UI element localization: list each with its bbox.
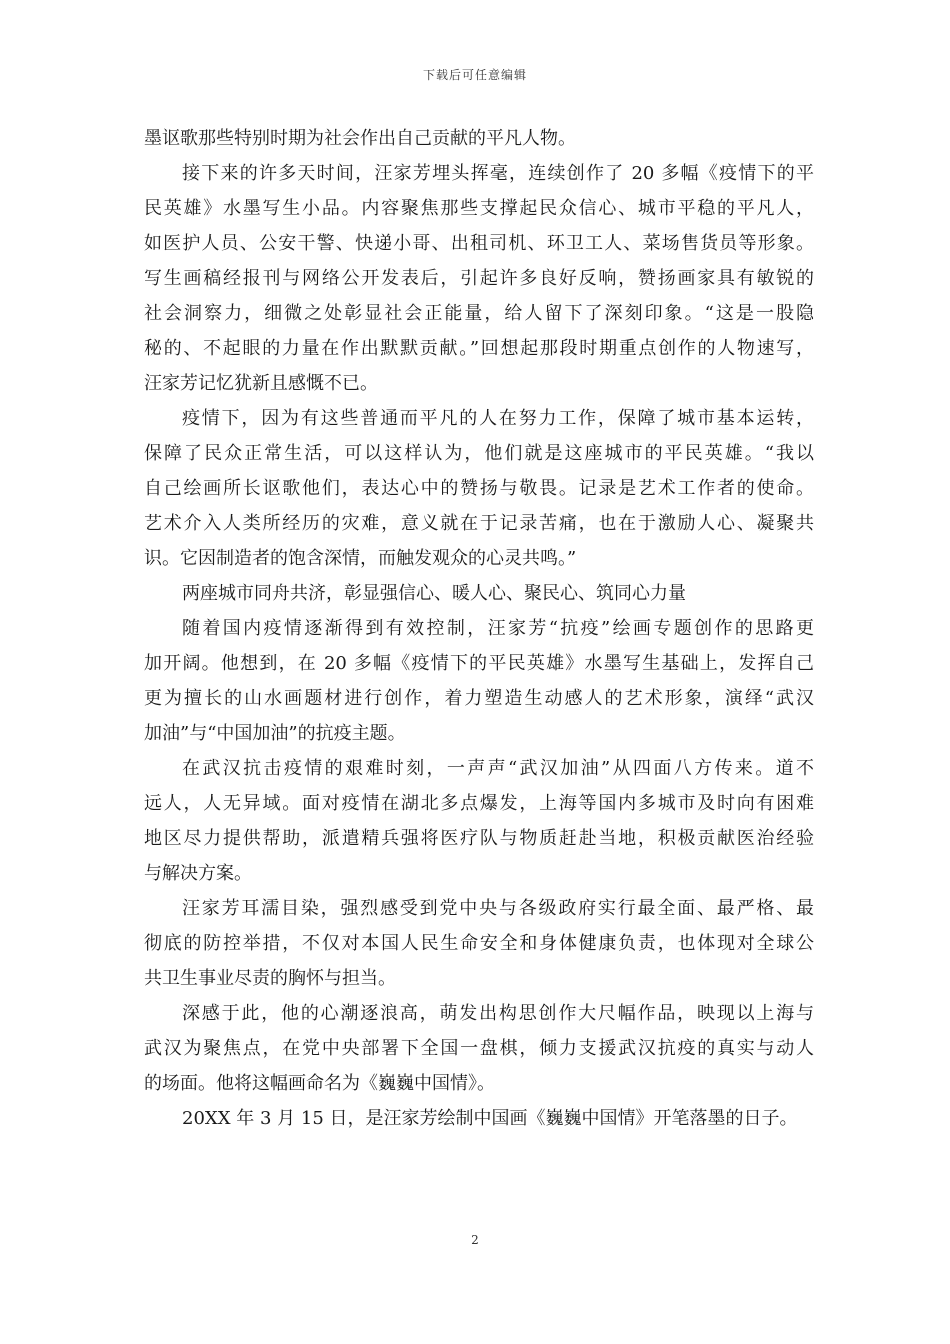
text-line: 写生画稿经报刊与网络公开发表后，引起许多良好反响，赞扬画家具有敏锐的 (144, 268, 814, 289)
page-number: 2 (471, 1233, 479, 1247)
text-line: 更为擅长的山水画题材进行创作，着力塑造生动感人的艺术形象，演绎“武汉 (144, 688, 814, 709)
text-line: 接下来的许多天时间，汪家芳埋头挥毫，连续创作了 20 多幅《疫情下的平 (182, 163, 814, 184)
text-line: 20XX 年 3 月 15 日，是汪家芳绘制中国画《巍巍中国情》开笔落墨的日子。 (182, 1108, 798, 1129)
text-line: 在武汉抗击疫情的艰难时刻，一声声“武汉加油”从四面八方传来。道不 (182, 758, 814, 779)
text-line: 秘的、不起眼的力量在作出默默贡献。”回想起那段时期重点创作的人物速写， (144, 338, 814, 359)
text-line: 艺术介入人类所经历的灾难，意义就在于记录苦痛，也在于激励人心、凝聚共 (144, 513, 814, 534)
text-line: 远人，人无异域。面对疫情在湖北多点爆发，上海等国内多城市及时向有困难 (144, 793, 814, 814)
page-header: 下载后可任意编辑 (422, 68, 527, 82)
text-line: 民英雄》水墨写生小品。内容聚焦那些支撑起民众信心、城市平稳的平凡人， (144, 198, 814, 219)
text-line: 如医护人员、公安干警、快递小哥、出租司机、环卫工人、菜场售货员等形象。 (144, 233, 814, 254)
text-line: 武汉为聚焦点，在党中央部署下全国一盘棋，倾力支援武汉抗疫的真实与动人 (144, 1038, 814, 1059)
text-line: 随着国内疫情逐渐得到有效控制，汪家芳“抗疫”绘画专题创作的思路更 (182, 618, 814, 639)
text-line: 深感于此，他的心潮逐浪高，萌发出构思创作大尺幅作品，映现以上海与 (182, 1003, 814, 1024)
text-line: 汪家芳耳濡目染，强烈感受到党中央与各级政府实行最全面、最严格、最 (182, 898, 814, 919)
text-line: 自己绘画所长讴歌他们，表达心中的赞扬与敬畏。记录是艺术工作者的使命。 (144, 478, 814, 499)
text-line: 地区尽力提供帮助，派遣精兵强将医疗队与物质赶赴当地，积极贡献医治经验 (144, 828, 814, 849)
text-line: 加开阔。他想到，在 20 多幅《疫情下的平民英雄》水墨写生基础上，发挥自己 (144, 653, 814, 674)
text-line: 保障了民众正常生活，可以这样认为，他们就是这座城市的平民英雄。“我以 (144, 443, 814, 464)
text-line: 加油”与“中国加油”的抗疫主题。 (144, 723, 406, 744)
text-line: 共卫生事业尽责的胸怀与担当。 (144, 968, 396, 989)
text-line: 的场面。他将这幅画命名为《巍巍中国情》。 (144, 1073, 495, 1094)
text-line: 两座城市同舟共济，彰显强信心、暖人心、聚民心、筑同心力量 (182, 583, 686, 604)
document-body (144, 121, 814, 1136)
text-line: 汪家芳记忆犹新且感慨不已。 (144, 373, 378, 394)
text-line: 与解决方案。 (144, 863, 252, 884)
text-line: 识。它因制造者的饱含深情，而触发观众的心灵共鸣。” (144, 548, 577, 569)
text-line: 疫情下，因为有这些普通而平凡的人在努力工作，保障了城市基本运转， (182, 408, 814, 429)
text-line: 墨讴歌那些特别时期为社会作出自己贡献的平凡人物。 (144, 128, 576, 149)
text-line: 彻底的防控举措，不仅对本国人民生命安全和身体健康负责，也体现对全球公 (144, 933, 814, 954)
text-line: 社会洞察力，细微之处彰显社会正能量，给人留下了深刻印象。“这是一股隐 (144, 303, 814, 324)
